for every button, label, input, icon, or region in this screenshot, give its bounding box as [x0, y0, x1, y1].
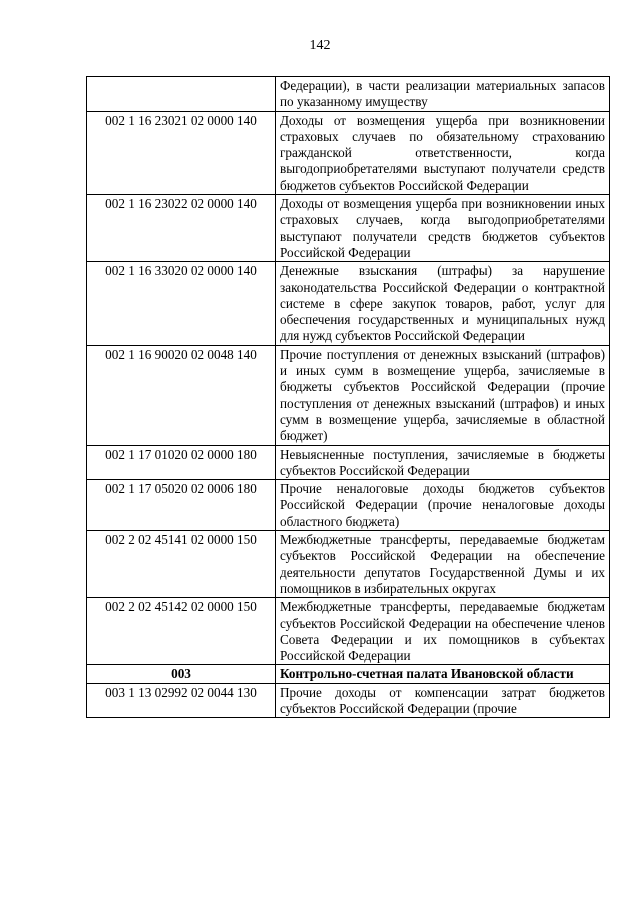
table-row — [87, 262, 610, 345]
budget-code-cell: 002 2 02 45141 02 0000 150 — [87, 531, 276, 598]
table-body — [87, 77, 610, 718]
description-cell: Доходы от возмещения ущерба при возникновении страховых случаев по обязательному страхованию гражданской ответственности, когда выгодоприобретателями выступают получатели средств бюджетов субъектов Российской Федерации — [276, 111, 610, 194]
description-cell: Прочие доходы от компенсации затрат бюджетов субъектов Российской Федерации (прочие — [276, 683, 610, 718]
budget-code-cell: 002 1 17 05020 02 0006 180 — [87, 480, 276, 531]
table-row — [87, 345, 610, 445]
table-row — [87, 480, 610, 531]
budget-code-cell: 003 1 13 02992 02 0044 130 — [87, 683, 276, 718]
description-cell: Невыясненные поступления, зачисляемые в бюджеты субъектов Российской Федерации — [276, 445, 610, 480]
description-cell: Федерации), в части реализации материальных запасов по указанному имуществу — [276, 77, 610, 112]
description-cell: Доходы от возмещения ущерба при возникновении иных страховых случаев, когда выгодоприобретателями выступают получатели средств бюджетов субъектов Российской Федерации — [276, 195, 610, 262]
table-row — [87, 531, 610, 598]
table-row — [87, 445, 610, 480]
budget-code-cell: 002 1 16 23022 02 0000 140 — [87, 195, 276, 262]
description-cell: Прочие поступления от денежных взысканий (штрафов) и иных сумм в возмещение ущерба, зачисляемые в бюджеты субъектов Российской Федерации (прочие поступления от денежных взысканий (штрафов) и иных сумм в возмещение ущерба, зачисляемые в областной бюджет) — [276, 345, 610, 445]
table-row — [87, 665, 610, 683]
table-row — [87, 77, 610, 112]
budget-code-cell: 002 1 16 33020 02 0000 140 — [87, 262, 276, 345]
budget-revenue-table — [86, 76, 610, 718]
budget-code-cell: 002 2 02 45142 02 0000 150 — [87, 598, 276, 665]
description-cell: Межбюджетные трансферты, передаваемые бюджетам субъектов Российской Федерации на обеспечение членов Совета Федерации и их помощников в субъектах Российской Федерации — [276, 598, 610, 665]
budget-code-cell: 002 1 17 01020 02 0000 180 — [87, 445, 276, 480]
table-row — [87, 195, 610, 262]
budget-code-cell: 002 1 16 90020 02 0048 140 — [87, 345, 276, 445]
description-cell: Денежные взыскания (штрафы) за нарушение законодательства Российской Федерации о контрактной системе в сфере закупок товаров, работ, услуг для обеспечения государственных и муниципальных нужд для нужд субъектов Российской Федерации — [276, 262, 610, 345]
budget-code-cell — [87, 77, 276, 112]
description-cell: Прочие неналоговые доходы бюджетов субъектов Российской Федерации (прочие неналоговые доходы областного бюджета) — [276, 480, 610, 531]
description-cell: Контрольно-счетная палата Ивановской области — [276, 665, 610, 683]
table-row — [87, 598, 610, 665]
budget-code-cell: 002 1 16 23021 02 0000 140 — [87, 111, 276, 194]
table-row — [87, 683, 610, 718]
description-cell: Межбюджетные трансферты, передаваемые бюджетам субъектов Российской Федерации на обеспечение деятельности депутатов Государственной Думы и их помощников в избирательных округах — [276, 531, 610, 598]
budget-code-cell: 003 — [87, 665, 276, 683]
table-row — [87, 111, 610, 194]
page-number: 142 — [309, 38, 331, 53]
